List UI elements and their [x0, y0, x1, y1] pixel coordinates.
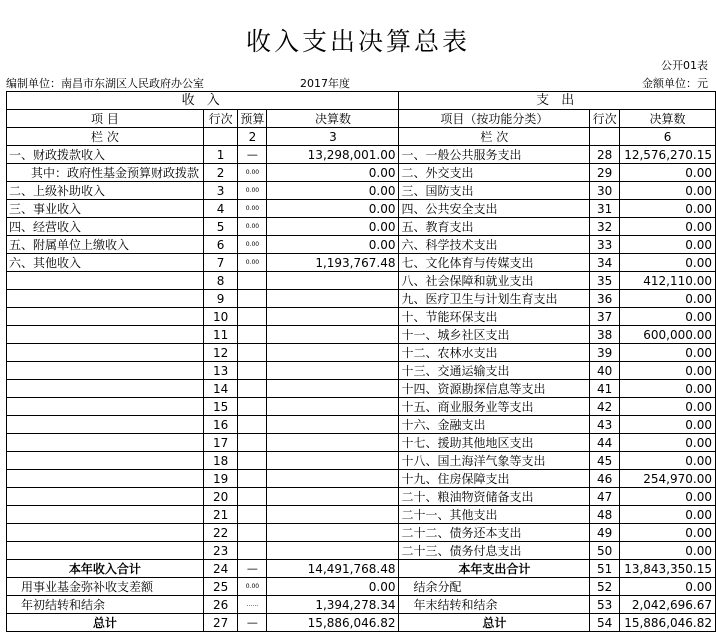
expense-item: 二十三、债务付息支出: [399, 542, 590, 560]
budget-value: [238, 362, 267, 380]
table-row: [7, 398, 716, 416]
budget-value: [238, 326, 267, 344]
expense-line-no: 42: [590, 398, 620, 416]
budget-value: [238, 470, 267, 488]
expense-final-value: 0.00: [620, 344, 716, 362]
table-row: [7, 290, 716, 308]
table-row: [7, 146, 716, 164]
expense-final-value: 0.00: [620, 452, 716, 470]
income-item: [7, 542, 204, 560]
expense-item: 四、公共安全支出: [399, 200, 590, 218]
expense-line-no: 50: [590, 542, 620, 560]
table-row: [7, 416, 716, 434]
table-row: [7, 200, 716, 218]
expense-item: 总计: [399, 614, 590, 632]
income-final-value: [267, 488, 399, 506]
income-line-no: 6: [203, 236, 238, 254]
income-line-no: 22: [203, 524, 238, 542]
income-line-no: 18: [203, 452, 238, 470]
table-row: [7, 182, 716, 200]
expense-final-value: 0.00: [620, 398, 716, 416]
fiscal-year: 2017年度: [300, 77, 350, 90]
budget-value: —: [238, 614, 267, 632]
expense-final-value: 0.00: [620, 380, 716, 398]
table-row: [7, 164, 716, 182]
income-final-value: 0.00: [267, 218, 399, 236]
income-line-no: 4: [203, 200, 238, 218]
expense-line-no: 32: [590, 218, 620, 236]
income-line-no: 10: [203, 308, 238, 326]
income-item: [7, 290, 204, 308]
budget-value: 0.00: [238, 236, 267, 254]
income-item: [7, 452, 204, 470]
expense-final-value: 0.00: [620, 416, 716, 434]
expense-line-no: 28: [590, 146, 620, 164]
expense-item: 年末结转和结余: [399, 596, 590, 614]
expense-item: 十六、金融支出: [399, 416, 590, 434]
budget-value: 0.00: [238, 164, 267, 182]
expense-final-value: 12,576,270.15: [620, 146, 716, 164]
income-item: 五、附属单位上缴收入: [7, 236, 204, 254]
expense-item: 六、科学技术支出: [399, 236, 590, 254]
income-item: [7, 506, 204, 524]
income-final-value: [267, 380, 399, 398]
expense-line-no: 35: [590, 272, 620, 290]
income-line-no: 9: [203, 290, 238, 308]
lanci-final: 3: [267, 128, 399, 146]
budget-value: [238, 398, 267, 416]
budget-value: ......: [238, 596, 267, 614]
income-line-no: 5: [203, 218, 238, 236]
table-row: [7, 524, 716, 542]
expense-line-no: 46: [590, 470, 620, 488]
income-item: [7, 380, 204, 398]
expense-item: 十一、城乡社区支出: [399, 326, 590, 344]
expense-final-value: 0.00: [620, 290, 716, 308]
income-final-value: [267, 470, 399, 488]
income-item: [7, 272, 204, 290]
expense-final-value: 0.00: [620, 362, 716, 380]
table-row: [7, 344, 716, 362]
col-line: 行次: [203, 110, 238, 128]
expense-final-value: 0.00: [620, 308, 716, 326]
lanci-line: [203, 128, 238, 146]
income-line-no: 26: [203, 596, 238, 614]
expense-item: 十八、国土海洋气象等支出: [399, 452, 590, 470]
compiling-unit: 编制单位：南昌市东湖区人民政府办公室: [6, 77, 204, 90]
income-final-value: [267, 344, 399, 362]
expense-line-no: 48: [590, 506, 620, 524]
income-line-no: 20: [203, 488, 238, 506]
lanci-label: 栏 次: [7, 128, 204, 146]
income-line-no: 27: [203, 614, 238, 632]
income-final-value: [267, 362, 399, 380]
table-row: [7, 362, 716, 380]
expense-line-no: 43: [590, 416, 620, 434]
expense-item: 二十二、债务还本支出: [399, 524, 590, 542]
income-line-no: 1: [203, 146, 238, 164]
expense-final-value: 15,886,046.82: [620, 614, 716, 632]
income-line-no: 24: [203, 560, 238, 578]
col-item: 项 目: [7, 110, 204, 128]
income-final-value: 0.00: [267, 200, 399, 218]
income-item: [7, 398, 204, 416]
amount-unit: 金额单位：元: [642, 77, 708, 90]
expense-line-no: 44: [590, 434, 620, 452]
income-line-no: 17: [203, 434, 238, 452]
table-row: [7, 614, 716, 632]
table-row: [7, 560, 716, 578]
income-final-value: 0.00: [267, 578, 399, 596]
lanci-line-2: [590, 128, 620, 146]
expense-final-value: 0.00: [620, 506, 716, 524]
expense-line-no: 47: [590, 488, 620, 506]
budget-value: [238, 380, 267, 398]
budget-value: 0.00: [238, 218, 267, 236]
col-func-item: 项目（按功能分类）: [399, 110, 590, 128]
column-number-row: [7, 128, 716, 146]
expense-line-no: 45: [590, 452, 620, 470]
expense-line-no: 31: [590, 200, 620, 218]
expense-final-value: 0.00: [620, 218, 716, 236]
budget-value: [238, 344, 267, 362]
income-final-value: [267, 398, 399, 416]
income-item: [7, 362, 204, 380]
income-final-value: 0.00: [267, 164, 399, 182]
income-item: 其中：政府性基金预算财政拨款: [7, 164, 204, 182]
income-final-value: [267, 326, 399, 344]
expense-line-no: 33: [590, 236, 620, 254]
expense-final-value: 2,042,696.67: [620, 596, 716, 614]
income-group-header: 收 入: [7, 92, 399, 110]
table-row: [7, 326, 716, 344]
income-line-no: 21: [203, 506, 238, 524]
income-final-value: [267, 272, 399, 290]
expense-item: 二、外交支出: [399, 164, 590, 182]
expense-item: 本年支出合计: [399, 560, 590, 578]
lanci-budget: 2: [238, 128, 267, 146]
expense-line-no: 41: [590, 380, 620, 398]
income-line-no: 3: [203, 182, 238, 200]
table-row: [7, 452, 716, 470]
income-final-value: [267, 542, 399, 560]
page-title: 收入支出决算总表: [245, 27, 470, 56]
income-item: [7, 488, 204, 506]
expense-item: 结余分配: [399, 578, 590, 596]
budget-value: 0.00: [238, 200, 267, 218]
income-item: [7, 308, 204, 326]
expense-final-value: 0.00: [620, 524, 716, 542]
budget-value: [238, 416, 267, 434]
income-line-no: 12: [203, 344, 238, 362]
income-final-value: [267, 434, 399, 452]
expense-final-value: 412,110.00: [620, 272, 716, 290]
lanci-final-2: 6: [620, 128, 716, 146]
lanci-label-2: 栏 次: [399, 128, 590, 146]
expense-item: 十三、交通运输支出: [399, 362, 590, 380]
budget-value: 0.00: [238, 182, 267, 200]
budget-value: [238, 290, 267, 308]
budget-value: —: [238, 146, 267, 164]
expense-line-no: 29: [590, 164, 620, 182]
table-row: [7, 578, 716, 596]
expense-item: 十九、住房保障支出: [399, 470, 590, 488]
expense-item: 八、社会保障和就业支出: [399, 272, 590, 290]
table-row: [7, 272, 716, 290]
expense-line-no: 53: [590, 596, 620, 614]
income-final-value: 14,491,768.48: [267, 560, 399, 578]
income-item: [7, 470, 204, 488]
expense-item: 十、节能环保支出: [399, 308, 590, 326]
expense-item: 十五、商业服务业等支出: [399, 398, 590, 416]
expense-final-value: 0.00: [620, 236, 716, 254]
income-line-no: 14: [203, 380, 238, 398]
expense-line-no: 39: [590, 344, 620, 362]
expense-group-header: 支 出: [399, 92, 716, 110]
expense-item: 五、教育支出: [399, 218, 590, 236]
expense-item: 二十一、其他支出: [399, 506, 590, 524]
income-item: [7, 344, 204, 362]
table-row: [7, 218, 716, 236]
expense-item: 三、国防支出: [399, 182, 590, 200]
income-final-value: 1,193,767.48: [267, 254, 399, 272]
budget-value: —: [238, 560, 267, 578]
expense-line-no: 40: [590, 362, 620, 380]
income-item: 总计: [7, 614, 204, 632]
income-final-value: 0.00: [267, 182, 399, 200]
table-row: [7, 542, 716, 560]
expense-line-no: 36: [590, 290, 620, 308]
income-line-no: 2: [203, 164, 238, 182]
income-item: 三、事业收入: [7, 200, 204, 218]
expense-line-no: 37: [590, 308, 620, 326]
expense-final-value: 600,000.00: [620, 326, 716, 344]
income-item: 二、上级补助收入: [7, 182, 204, 200]
expense-item: 九、医疗卫生与计划生育支出: [399, 290, 590, 308]
income-final-value: 15,886,046.82: [267, 614, 399, 632]
income-final-value: 0.00: [267, 236, 399, 254]
expense-final-value: 0.00: [620, 434, 716, 452]
table-row: [7, 596, 716, 614]
table-row: [7, 488, 716, 506]
expense-final-value: 0.00: [620, 542, 716, 560]
expense-item: 十七、援助其他地区支出: [399, 434, 590, 452]
column-header-row: [7, 110, 716, 128]
income-line-no: 25: [203, 578, 238, 596]
income-item: 年初结转和结余: [7, 596, 204, 614]
income-item: 用事业基金弥补收支差额: [7, 578, 204, 596]
table-row: [7, 470, 716, 488]
income-line-no: 23: [203, 542, 238, 560]
income-item: 一、财政拨款收入: [7, 146, 204, 164]
table-row: [7, 254, 716, 272]
expense-final-value: 0.00: [620, 200, 716, 218]
expense-final-value: 0.00: [620, 164, 716, 182]
income-final-value: [267, 452, 399, 470]
income-line-no: 15: [203, 398, 238, 416]
budget-value: [238, 524, 267, 542]
table-row: [7, 506, 716, 524]
budget-value: [238, 542, 267, 560]
table-row: [7, 308, 716, 326]
expense-item: 二十、粮油物资储备支出: [399, 488, 590, 506]
budget-value: [238, 488, 267, 506]
expense-line-no: 54: [590, 614, 620, 632]
col-budget: 预算: [238, 110, 267, 128]
income-final-value: [267, 416, 399, 434]
table-code: 公开01表: [661, 59, 708, 72]
col-final-2: 决算数: [620, 110, 716, 128]
expense-item: 十四、资源勘探信息等支出: [399, 380, 590, 398]
budget-value: [238, 434, 267, 452]
table-row: [7, 434, 716, 452]
expense-final-value: 254,970.00: [620, 470, 716, 488]
income-item: [7, 326, 204, 344]
expense-item: 七、文化体育与传媒支出: [399, 254, 590, 272]
expense-line-no: 49: [590, 524, 620, 542]
income-final-value: [267, 524, 399, 542]
expense-line-no: 52: [590, 578, 620, 596]
expense-final-value: 0.00: [620, 488, 716, 506]
income-expense-table: [6, 91, 716, 632]
income-line-no: 7: [203, 254, 238, 272]
income-line-no: 19: [203, 470, 238, 488]
col-final: 决算数: [267, 110, 399, 128]
income-item: 四、经营收入: [7, 218, 204, 236]
expense-final-value: 0.00: [620, 254, 716, 272]
income-item: [7, 524, 204, 542]
expense-final-value: 0.00: [620, 182, 716, 200]
expense-final-value: 13,843,350.15: [620, 560, 716, 578]
table-row: [7, 380, 716, 398]
group-header-row: [7, 92, 716, 110]
table-row: [7, 236, 716, 254]
income-line-no: 8: [203, 272, 238, 290]
income-line-no: 16: [203, 416, 238, 434]
budget-value: [238, 308, 267, 326]
income-line-no: 13: [203, 362, 238, 380]
income-item: [7, 434, 204, 452]
expense-final-value: 0.00: [620, 578, 716, 596]
income-final-value: 13,298,001.00: [267, 146, 399, 164]
budget-value: 0.00: [238, 578, 267, 596]
budget-value: [238, 506, 267, 524]
income-item: [7, 416, 204, 434]
income-item: 六、其他收入: [7, 254, 204, 272]
budget-value: 0.00: [238, 254, 267, 272]
income-final-value: [267, 290, 399, 308]
income-final-value: 1,394,278.34: [267, 596, 399, 614]
expense-line-no: 51: [590, 560, 620, 578]
expense-line-no: 38: [590, 326, 620, 344]
budget-value: [238, 452, 267, 470]
income-final-value: [267, 308, 399, 326]
col-line-2: 行次: [590, 110, 620, 128]
income-final-value: [267, 506, 399, 524]
expense-item: 一、一般公共服务支出: [399, 146, 590, 164]
income-item: 本年收入合计: [7, 560, 204, 578]
expense-line-no: 34: [590, 254, 620, 272]
income-line-no: 11: [203, 326, 238, 344]
budget-value: [238, 272, 267, 290]
expense-item: 十二、农林水支出: [399, 344, 590, 362]
expense-line-no: 30: [590, 182, 620, 200]
